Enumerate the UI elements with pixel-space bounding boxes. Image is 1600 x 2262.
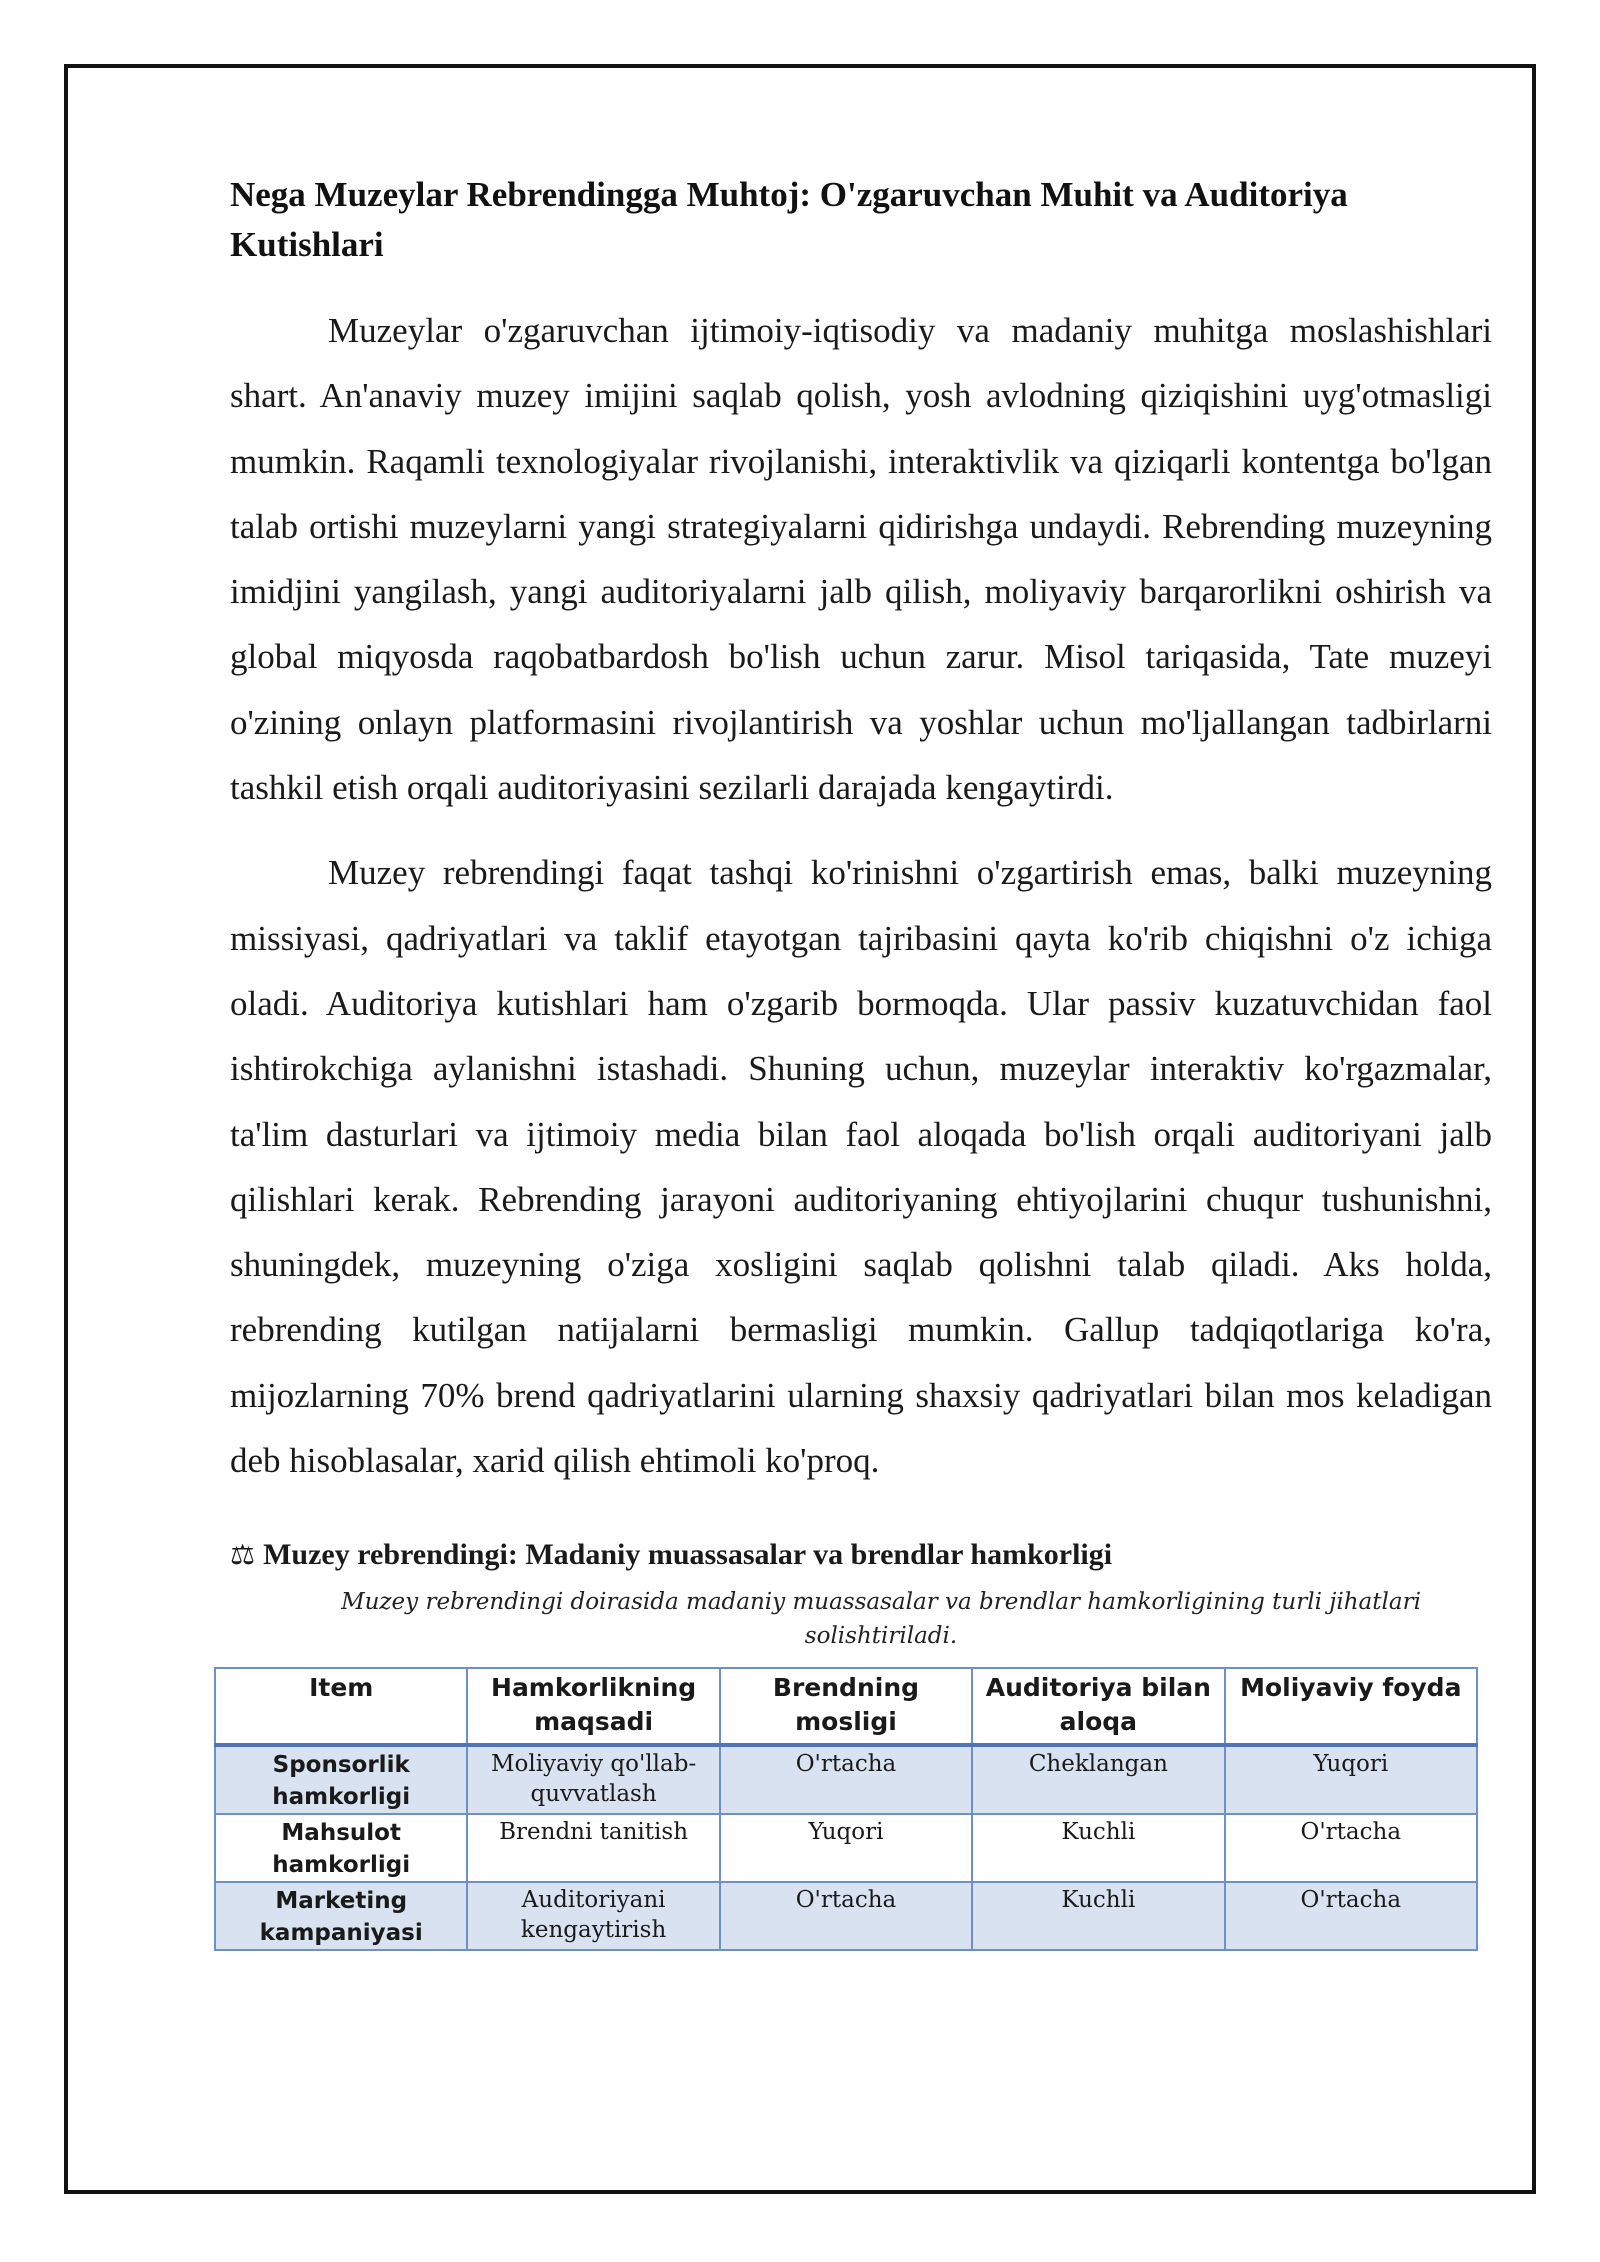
column-header: Moliyaviy foyda [1225, 1668, 1477, 1745]
row-header: Sponsorlik hamkorligi [215, 1745, 467, 1814]
table-cell: Brendni tanitish [467, 1814, 719, 1882]
table-cell: Moliyaviy qo'llab-quvvatlash [467, 1745, 719, 1814]
document-title: Nega Muzeylar Rebrendingga Muhtoj: O'zgaruvchan Muhit va Auditoriya Kutishlari [230, 175, 1348, 264]
column-header: Brendning mosligi [720, 1668, 972, 1745]
table-heading-text: Muzey rebrendingi: Madaniy muassasalar va brendlar hamkorligi [263, 1538, 1113, 1572]
table-cell: Kuchli [972, 1882, 1224, 1950]
row-header: Mahsulot hamkorligi [215, 1814, 467, 1882]
column-header: Item [215, 1668, 467, 1745]
table-cell: O'rtacha [1225, 1814, 1477, 1882]
column-header: Auditoriya bilan aloqa [972, 1668, 1224, 1745]
table-cell: Cheklangan [972, 1745, 1224, 1814]
table-caption: Muzey rebrendingi doirasida madaniy muassasalar va brendlar hamkorligining turli jihatlari solishtiriladi. [341, 1589, 1421, 1650]
table-cell: O'rtacha [720, 1745, 972, 1814]
scale-icon: ⚖ [230, 1538, 256, 1572]
table-row [215, 1882, 1477, 1950]
document-body [230, 170, 1492, 1951]
table-heading [230, 1535, 1492, 1575]
row-header: Marketing kampaniyasi [215, 1882, 467, 1950]
column-header: Hamkorlikning maqsadi [467, 1668, 719, 1745]
table-cell: O'rtacha [1225, 1882, 1477, 1950]
table-row [215, 1745, 1477, 1814]
paragraph-1: Muzeylar o'zgaruvchan ijtimoiy-iqtisodiy va madaniy muhitga moslashishlari shart. An'anaviy muzey imijini saqlab qolish, yosh avlodning qiziqishini uyg'otmasligi mumkin. Raqamli texnologiyalar rivojlanishi, interaktivlik va qiziqarli kontentga bo'lgan talab ortishi muzeylarni yangi strategiyalarni qidirishga undaydi. Rebrending muzeyning imidjini yangilash, yangi auditoriyalarni jalb qilish, moliyaviy barqarorlikni oshirish va global miqyosda raqobatbardosh bo'lish uchun zarur. Misol tariqasida, Tate muzeyi o'zining onlayn platformasini rivojlantirish va yoshlar uchun mo'ljallangan tadbirlarni tashkil etish orqali auditoriyasini sezilarli darajada kengaytirdi. [230, 311, 1492, 808]
comparison-table [214, 1667, 1478, 1951]
table-header-row [215, 1668, 1477, 1745]
table-cell: Auditoriyani kengaytirish [467, 1882, 719, 1950]
table-cell: O'rtacha [720, 1882, 972, 1950]
table-cell: Kuchli [972, 1814, 1224, 1882]
paragraph-2: Muzey rebrendingi faqat tashqi ko'rinishni o'zgartirish emas, balki muzeyning missiyasi, qadriyatlari va taklif etayotgan tajribasini qayta ko'rib chiqishni o'z ichiga oladi. Auditoriya kutishlari ham o'zgarib bormoqda. Ular passiv kuzatuvchidan faol ishtirokchiga aylanishni istashadi. Shuning uchun, muzeylar interaktiv ko'rgazmalar, ta'lim dasturlari va ijtimoiy media bilan faol aloqada bo'lish orqali auditoriyani jalb qilishlari kerak. Rebrending jarayoni auditoriyaning ehtiyojlarini chuqur tushunishni, shuningdek, muzeyning o'ziga xosligini saqlab qolishni talab qiladi. Aks holda, rebrending kutilgan natijalarni bermasligi mumkin. Gallup tadqiqotlariga ko'ra, mijozlarning 70% brend qadriyatlarini ularning shaxsiy qadriyatlari bilan mos keladigan deb hisoblasalar, xarid qilish ehtimoli ko'proq. [230, 853, 1492, 1481]
table-cell: Yuqori [720, 1814, 972, 1882]
table-cell: Yuqori [1225, 1745, 1477, 1814]
table-row [215, 1814, 1477, 1882]
